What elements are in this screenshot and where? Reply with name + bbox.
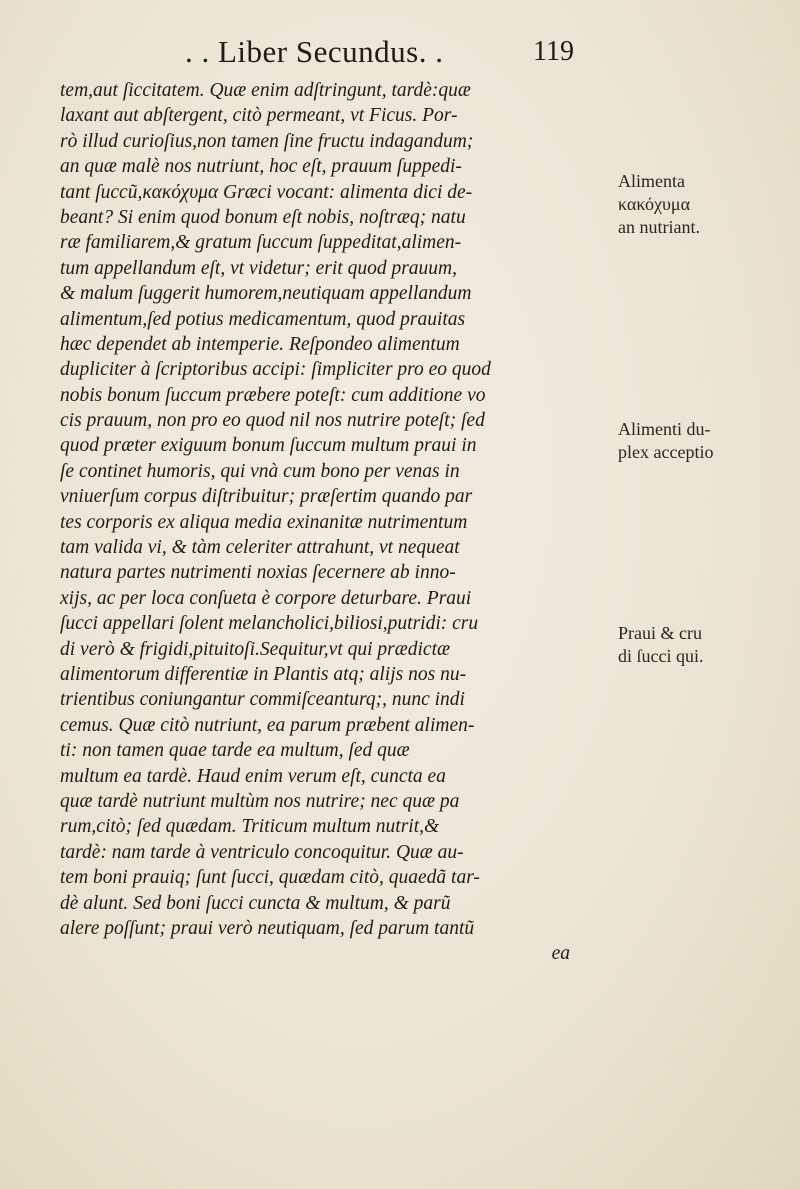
text-line: & malum ſuggerit humorem,neutiquam appellandum (60, 283, 472, 305)
text-line: nobis bonum ſuccum præbere poteſt: cum additione vo (60, 384, 486, 406)
text-line: tum appellandum eſt, vt videtur; erit quod prauum, (60, 257, 457, 279)
text-line: quod præter exiguum bonum ſuccum multum praui in (60, 435, 477, 457)
margin-note-line: an nutriant. (618, 217, 700, 237)
text-line: beant? Si enim quod bonum eſt nobis, noſtræq; natu (60, 206, 466, 228)
text-line: tardè: nam tarde à ventriculo concoquitur. Quæ au- (60, 841, 464, 863)
text-line: multum ea tardè. Haud enim verum eſt, cuncta ea (60, 765, 446, 787)
text-line: trientibus coniungantur commiſceanturq;, nunc indi (60, 689, 465, 711)
text-line: ſe continet humoris, qui vnà cum bono per venas in (60, 460, 460, 482)
text-line: alimentum,ſed potius medicamentum, quod prauitas (60, 308, 466, 330)
text-line: rum,citò; ſed quædam. Triticum multum nutrit,& (60, 816, 440, 838)
text-line: ti: non tamen quae tarde ea multum, ſed quæ (60, 740, 410, 762)
margin-note-line: plex acceptio (618, 442, 714, 462)
text-line: ſucci appellari ſolent melancholici,biliosi,putridi: cru (60, 613, 479, 635)
text-line: an quæ malè nos nutriunt, hoc eſt, prauum ſuppedi- (60, 156, 462, 178)
margin-note-line: κακόχυμα (618, 194, 690, 214)
text-line: hæc dependet ab intemperie. Reſpondeo alimentum (60, 333, 460, 355)
text-line: dè alunt. Sed boni ſucci cuncta & multum, & parũ (60, 892, 451, 914)
running-title: . . Liber Secundus. . (185, 34, 444, 69)
text-line: natura partes nutrimenti noxias ſecernere ab inno- (60, 562, 456, 584)
text-line: tam valida vi, & tàm celeriter attrahunt, vt nequeat (60, 537, 460, 559)
text-line: ræ familiarem,& gratum ſuccum ſuppeditat,alimen- (60, 232, 462, 254)
running-head (185, 34, 605, 74)
margin-note-alimenta (618, 170, 788, 239)
margin-note-line: Alimenta (618, 171, 685, 191)
text-line: dupliciter à ſcriptoribus accipi: ſimpliciter pro eo quod (60, 359, 491, 381)
margin-note-line: di ſucci qui. (618, 646, 704, 666)
margin-note-duplex (618, 418, 788, 464)
catchword: ea (551, 943, 570, 965)
text-line: quæ tardè nutriunt multùm nos nutrire; nec quæ pa (60, 790, 460, 812)
page-number: 119 (533, 36, 574, 67)
text-line: xijs, ac per loca conſueta è corpore deturbare. Praui (60, 587, 472, 609)
main-text-block (60, 78, 630, 967)
text-line: rò illud curioſius,non tamen ſine fructu indagandum; (60, 130, 474, 152)
margin-note-praui (618, 622, 788, 668)
text-line: tem,aut ſiccitatem. Quæ enim adſtringunt, tardè:quæ (60, 80, 471, 101)
text-line: alimentorum differentiæ in Plantis atq; alijs nos nu- (60, 663, 467, 685)
text-line: alere poſſunt; praui verò neutiquam, ſed parum tantũ (60, 917, 475, 939)
text-line: tant ſuccũ,κακόχυμα Græci vocant: alimenta dici de- (60, 181, 473, 203)
margin-note-line: Alimenti du- (618, 419, 711, 439)
text-line: laxant aut abſtergent, citò permeant, vt Ficus. Por- (60, 105, 458, 127)
text-line: vniuerſum corpus diſtribuitur; præſertim quando par (60, 486, 473, 508)
text-line: cemus. Quæ citò nutriunt, ea parum præbent alimen- (60, 714, 475, 736)
text-line: di verò & frigidi,pituitoſi.Sequitur,vt qui prædictæ (60, 638, 450, 660)
text-line: tes corporis ex aliqua media exinanitæ nutrimentum (60, 511, 468, 533)
text-line: cis prauum, non pro eo quod nil nos nutrire poteſt; ſed (60, 410, 485, 432)
text-line: tem boni prauiq; ſunt ſucci, quædam citò, quaedã tar- (60, 867, 480, 889)
margin-note-line: Praui & cru (618, 623, 702, 643)
